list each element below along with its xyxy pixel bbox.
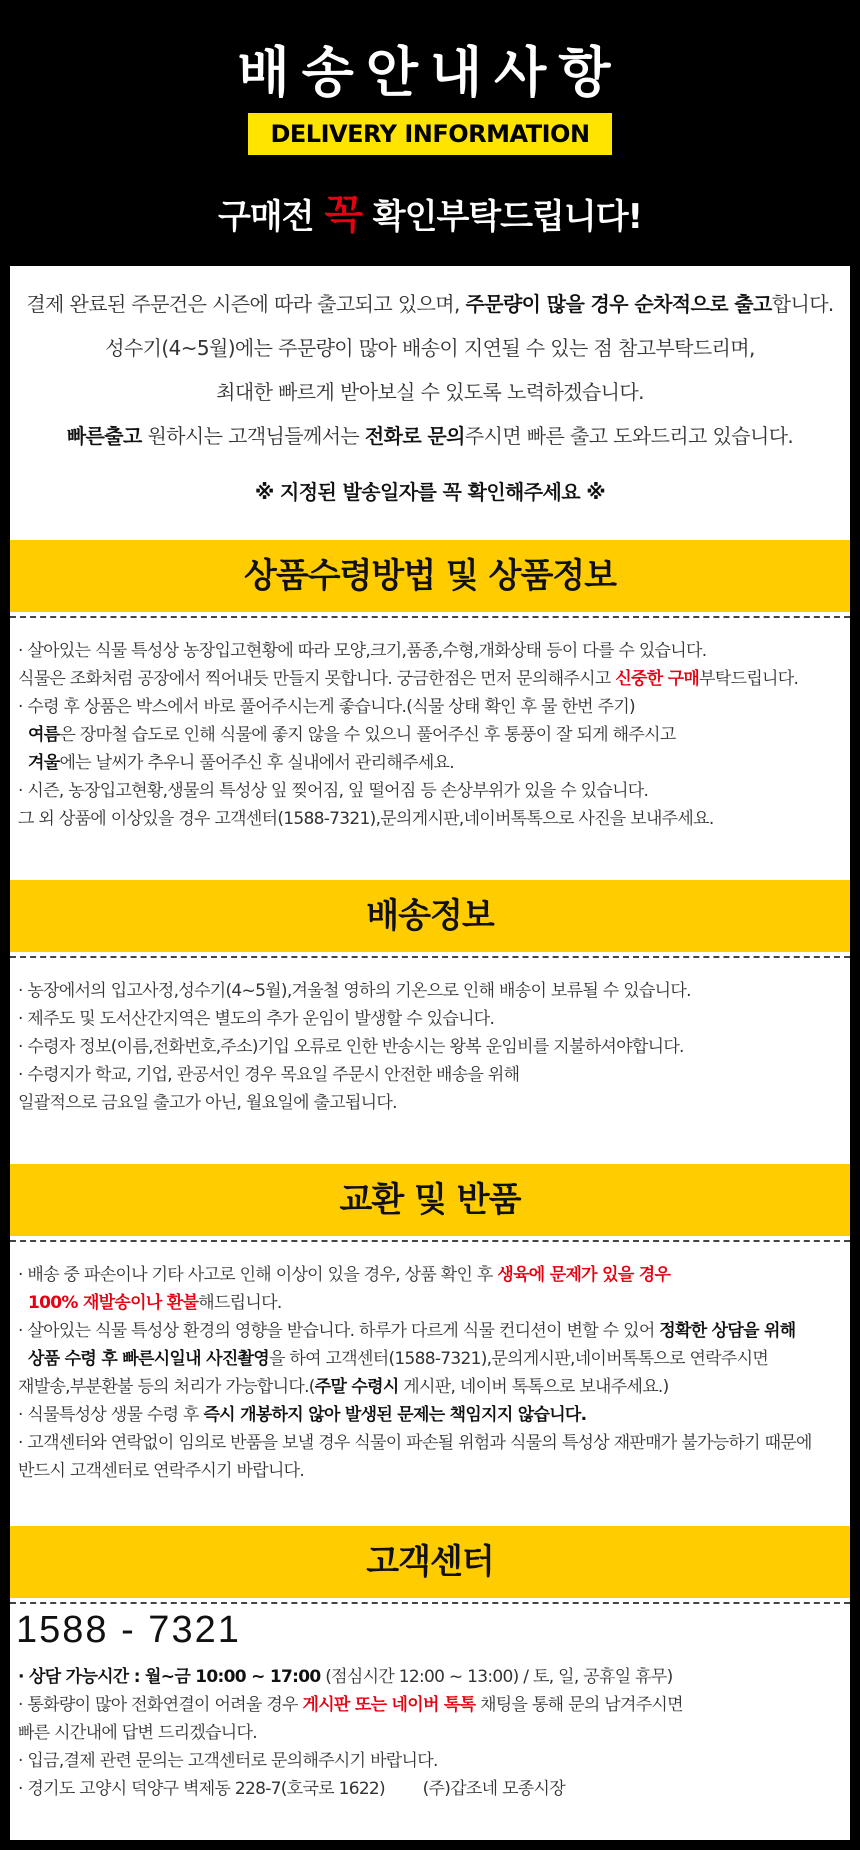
- divider: [10, 1602, 850, 1604]
- phone-number: 1588 - 7321: [16, 1609, 241, 1651]
- list-item: · 상담 가능시간 : 월~금 10:00 ~ 17:00 (점심시간 12:00 ~ 13:00) / 토, 일, 공휴일 휴무): [18, 1667, 673, 1687]
- notice-title: [0, 183, 860, 240]
- list-item: · 시즌, 농장입고현황,생물의 특성상 잎 찢어짐, 잎 떨어짐 등 손상부위가 있을 수 있습니다.: [18, 781, 649, 801]
- list-item: 상품 수령 후 빠른시일내 사진촬영을 하여 고객센터(1588-7321),문의게시판,네이버톡톡으로 연락주시면: [28, 1349, 769, 1369]
- list-item: · 수령 후 상품은 박스에서 바로 풀어주시는게 좋습니다.(식물 상태 확인 후 물 한번 주기): [18, 697, 635, 717]
- intro-line-5: ※ 지정된 발송일자를 꼭 확인해주세요 ※: [254, 480, 606, 504]
- list-item: · 고객센터와 연락없이 임의로 반품을 보낼 경우 식물이 파손될 위험과 식물의 특성상 재판매가 불가능하기 때문에: [18, 1433, 812, 1453]
- list-item: · 통화량이 많아 전화연결이 어려울 경우 게시판 또는 네이버 톡톡 채팅을 통해 문의 남겨주시면: [18, 1695, 683, 1715]
- intro-section: [10, 266, 850, 540]
- list-item: · 배송 중 파손이나 기타 사고로 인해 이상이 있을 경우, 상품 확인 후 생육에 문제가 있을 경우: [18, 1265, 671, 1285]
- list-item: 여름은 장마철 습도로 인해 식물에 좋지 않을 수 있으니 풀어주신 후 통풍이 잘 되게 해주시고: [28, 725, 676, 745]
- intro-line-3: 최대한 빠르게 받아보실 수 있도록 노력하겠습니다.: [216, 380, 644, 404]
- divider: [10, 616, 850, 618]
- subtitle-badge: DELIVERY INFORMATION: [248, 113, 612, 155]
- section-title-exchange-return: 교환 및 반품: [10, 1164, 850, 1236]
- divider: [10, 1240, 850, 1242]
- list-item: 재발송,부분환불 등의 처리가 가능합니다.(주말 수령시 게시판, 네이버 톡톡으로 보내주세요.): [18, 1377, 669, 1397]
- list-item: · 농장에서의 입고사정,성수기(4~5월),겨울철 영하의 기온으로 인해 배송이 보류될 수 있습니다.: [18, 981, 691, 1001]
- list-item: · 경기도 고양시 덕양구 벽제동 228-7(호국로 1622) (주)갑조네 모종시장: [18, 1779, 565, 1799]
- list-item: 일괄적으로 금요일 출고가 아닌, 월요일에 출고됩니다.: [18, 1093, 397, 1113]
- notice-prefix: 구매전: [217, 197, 325, 237]
- list-item: · 수령자 정보(이름,전화번호,주소)기입 오류로 인한 반송시는 왕복 운임비를 지불하셔야합니다.: [18, 1037, 684, 1057]
- section-title-customer-center: 고객센터: [10, 1526, 850, 1598]
- list-item: · 제주도 및 도서산간지역은 별도의 추가 운임이 발생할 수 있습니다.: [18, 1009, 495, 1029]
- list-item: 그 외 상품에 이상있을 경우 고객센터(1588-7321),문의게시판,네이버톡톡으로 사진을 보내주세요.: [18, 809, 714, 829]
- list-item: · 수령지가 학교, 기업, 관공서인 경우 목요일 주문시 안전한 배송을 위해: [18, 1065, 520, 1085]
- header: [0, 0, 860, 266]
- notice-suffix: 확인부탁드립니다!: [361, 197, 643, 237]
- intro-line-1: 결제 완료된 주문건은 시즌에 따라 출고되고 있으며, 주문량이 많을 경우 순차적으로 출고합니다.: [26, 292, 834, 316]
- list-item: · 입금,결제 관련 문의는 고객센터로 문의해주시기 바랍니다.: [18, 1751, 438, 1771]
- list-item: 겨울에는 날씨가 추우니 풀어주신 후 실내에서 관리해주세요.: [28, 753, 454, 773]
- list-item: 100% 재발송이나 환불해드립니다.: [28, 1293, 282, 1313]
- page-title: 배송안내사항: [237, 41, 623, 104]
- section-title-delivery-info: 배송정보: [10, 880, 850, 952]
- intro-line-4: 빠른출고 원하시는 고객님들께서는 전화로 문의주시면 빠른 출고 도와드리고 있습니다.: [66, 424, 794, 448]
- list-item: 빠른 시간내에 답변 드리겠습니다.: [18, 1723, 257, 1743]
- section-title-product-info: 상품수령방법 및 상품정보: [10, 540, 850, 612]
- list-item: · 살아있는 식물 특성상 환경의 영향을 받습니다. 하루가 다르게 식물 컨디션이 변할 수 있어 정확한 상담을 위해: [18, 1321, 796, 1341]
- list-item: · 살아있는 식물 특성상 농장입고현황에 따라 모양,크기,품종,수형,개화상태 등이 다를 수 있습니다.: [18, 641, 707, 661]
- list-item: 반드시 고객센터로 연락주시기 바랍니다.: [18, 1461, 305, 1481]
- intro-line-2: 성수기(4~5월)에는 주문량이 많아 배송이 지연될 수 있는 점 참고부탁드리며,: [105, 336, 755, 360]
- list-item: · 식물특성상 생물 수령 후 즉시 개봉하지 않아 발생된 문제는 책임지지 않습니다.: [18, 1405, 587, 1425]
- content-box: [10, 266, 850, 1840]
- divider: [10, 956, 850, 958]
- list-item: 식물은 조화처럼 공장에서 찍어내듯 만들지 못합니다. 궁금한점은 먼저 문의해주시고 신중한 구매부탁드립니다.: [18, 669, 799, 689]
- notice-emphasis: 꼭: [324, 192, 362, 238]
